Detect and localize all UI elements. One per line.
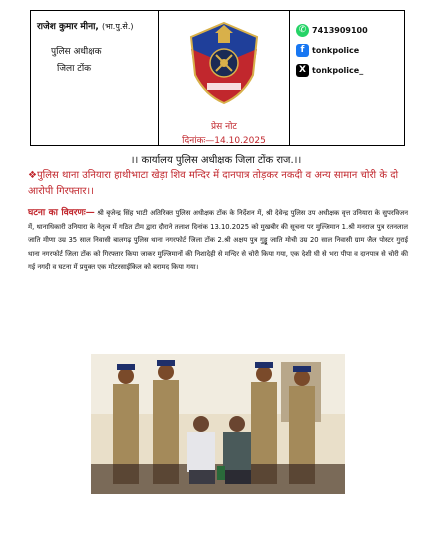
designation: पुलिस अधीक्षक — [51, 47, 102, 57]
x-twitter-icon: X — [296, 64, 309, 77]
headline-text: पुलिस थाना उनियारा हाथीभाटा खेड़ा शिव मन्दिर में दानपात्र तोड़कर नकदी व अन्य सामान चोरी के दो आरोपी गिरफ्तार।। — [28, 170, 399, 197]
facebook-icon: f — [296, 44, 309, 57]
incident-details — [28, 207, 408, 275]
x-handle: tonkpolice_ — [312, 65, 364, 75]
details-text: श्री बृजेन्द्र सिंह भाटी अतिरिक्त पुलिस अधीक्षक टोंक के निर्देशन में, श्री देवेन्द्र पुलिस उप अधीक्षक वृत्त उनियारा के सुपरविजन में, थानाधिकारी उनियारा के नेतृत्व में गठित टीम द्वारा दौराने तलाश दिनांक 13.10.2025 को मुखबीर की सूचना पर मुल्जिमान 1.श्री मनराज पुत्र रतनलाल जाति मीणा उम्र 35 साल निवासी बालगढ़ पुलिस थाना नगरफोर्ट जिला टोंक 2.श्री अक्षय पुत्र गुड्डू जाति मोची उम्र 20 साल निवासी ग्राम जैल पोस्टर गुराई थाना नगरफोर्ट जिला टोंक को गिरफ्तार किया जाकर मुल्जिमानों की निशादेही से मन्दिर से चोरी किया गया, एक देशी घी से भरा पीपा व दानपात्र से चोरी की गई नगदी व घटना में प्रयुक्त एक मोटरसाईकिल को बरामद किया गया। — [28, 209, 408, 271]
social-contacts — [290, 11, 404, 145]
officer-rank: (भा.पु.से.) — [101, 22, 134, 31]
logo-block — [159, 11, 290, 145]
headline-bullet: ❖ — [28, 170, 37, 181]
details-label: घटना का विवरणः— — [28, 208, 95, 218]
x-contact — [296, 61, 398, 79]
headline — [28, 168, 408, 200]
district: जिला टोंक — [57, 64, 92, 74]
whatsapp-contact — [296, 21, 398, 39]
office-line: ।। कार्यालय पुलिस अधीक्षक जिला टोंक राज.।। — [130, 155, 302, 166]
facebook-handle: tonkpolice — [312, 45, 360, 55]
whatsapp-number: 7413909100 — [312, 25, 368, 35]
facebook-contact — [296, 41, 398, 59]
police-emblem-logo — [185, 19, 263, 105]
press-note-title: प्रेस नोट — [211, 122, 237, 132]
arrest-photo — [91, 354, 345, 494]
whatsapp-icon: ✆ — [296, 24, 309, 37]
officer-name: राजेश कुमार मीना, — [37, 22, 99, 32]
press-note-date: दिनांकः—14.10.2025 — [182, 136, 266, 146]
letterhead — [30, 10, 405, 146]
officer-block — [31, 11, 159, 145]
officer-name-line — [37, 19, 152, 32]
